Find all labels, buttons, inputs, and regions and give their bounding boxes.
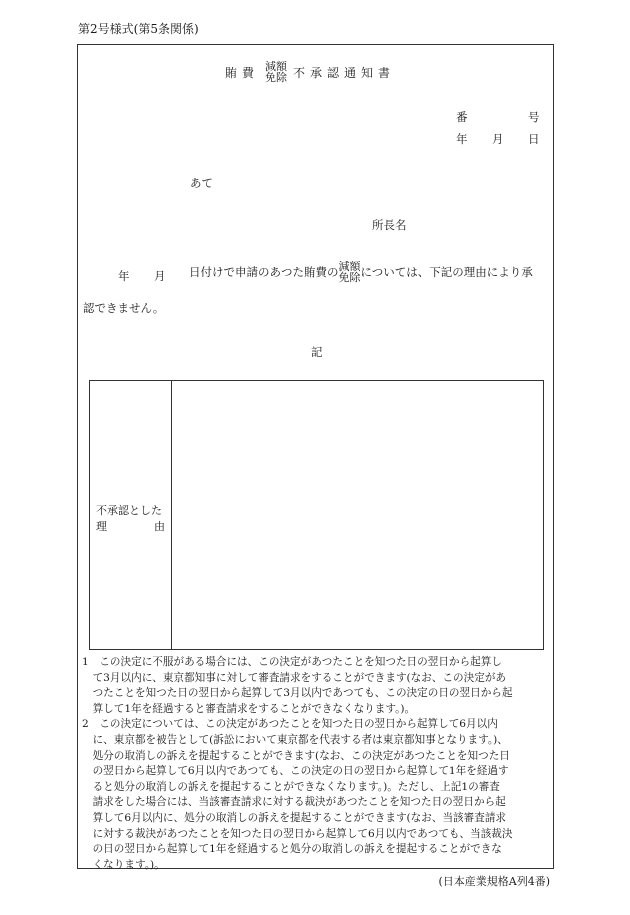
addressee: あて: [190, 176, 213, 190]
note-line: て3月以内に、東京都知事に対して審査請求をすることができます(なお、この決定があ: [82, 671, 507, 684]
title-prefix: 賄費: [225, 65, 260, 80]
ki-heading: 記: [311, 345, 323, 359]
note-line: の日の翌日から起算して1年を経過すると処分の取消しの訴えを提起することができな: [82, 843, 502, 856]
reason-label-line-2b: 由: [154, 520, 165, 533]
note-line: 請求をした場合には、当該審査請求に対する裁決があつたことを知つた日の翌日から起: [82, 796, 506, 809]
reason-label-line-2a: 理: [96, 520, 107, 533]
body-stack-bottom: 免除: [338, 271, 361, 284]
title-suffix: 不承認通知書: [293, 65, 396, 80]
body-text-after: については、下記の理由により承: [360, 265, 533, 279]
title-stack-bottom: 免除: [265, 71, 288, 84]
form-label: 第2号様式(第5条関係): [78, 22, 199, 36]
note-line: に、東京都を被告として(訴訟において東京都を代表する者は東京都知事となります。)、: [82, 733, 508, 746]
date-day: 日: [528, 132, 540, 146]
body-stack: [339, 261, 361, 283]
note-line: 算して1年を経過すると審査請求をすることができなくなります。)。: [82, 702, 416, 715]
title-stack-top: 減額: [265, 60, 288, 73]
body-line-2: 認できません。: [83, 301, 165, 315]
number-ban: 番: [456, 110, 468, 124]
date-year: 年: [456, 132, 468, 146]
note-line: に対する裁決があつたことを知つた日の翌日から起算して6月以内であつても、当該裁決: [82, 827, 513, 840]
note-line: 処分の取消しの訴えを提起することができます(なお、この決定があつたことを知つた日: [82, 749, 510, 762]
document-title: [225, 61, 395, 83]
note-line: つたことを知つた日の翌日から起算して3月以内であつても、この決定の日の翌日から起: [82, 687, 513, 700]
body-stack-top: 減額: [338, 260, 361, 273]
body-text-before: 日付けで申請のあつた賄費の: [189, 265, 339, 279]
director-name: 所長名: [372, 218, 407, 232]
note-line: くなります。)。: [82, 858, 165, 871]
note-line: 1 この決定に不服がある場合には、この決定があつたことを知つた日の翌日から起算し: [82, 656, 502, 668]
date-month: 月: [492, 132, 504, 146]
reason-label-line-1: 不承認とした: [96, 504, 162, 517]
note-line: の翌日から起算して6月以内であつても、この決定の日の翌日から起算して1年を経過す: [82, 765, 509, 778]
body-month: 月: [154, 269, 166, 283]
note-line: 算して6月以内に、処分の取消しの訴えを提起することができます(なお、当該審査請求: [82, 811, 507, 824]
body-line-1: [189, 261, 533, 283]
number-go: 号: [528, 110, 540, 124]
paper-size-footer: (日本産業規格A列4番): [438, 875, 550, 888]
body-year: 年: [118, 269, 130, 283]
note-line: 2 この決定については、この決定があつたことを知つた日の翌日から起算して6月以内: [82, 718, 498, 731]
notes: [82, 655, 552, 873]
note-line: ると処分の取消しの訴えを提起することができなくなります。)。ただし、上記1の審査: [82, 780, 500, 793]
title-stack: [265, 61, 287, 83]
